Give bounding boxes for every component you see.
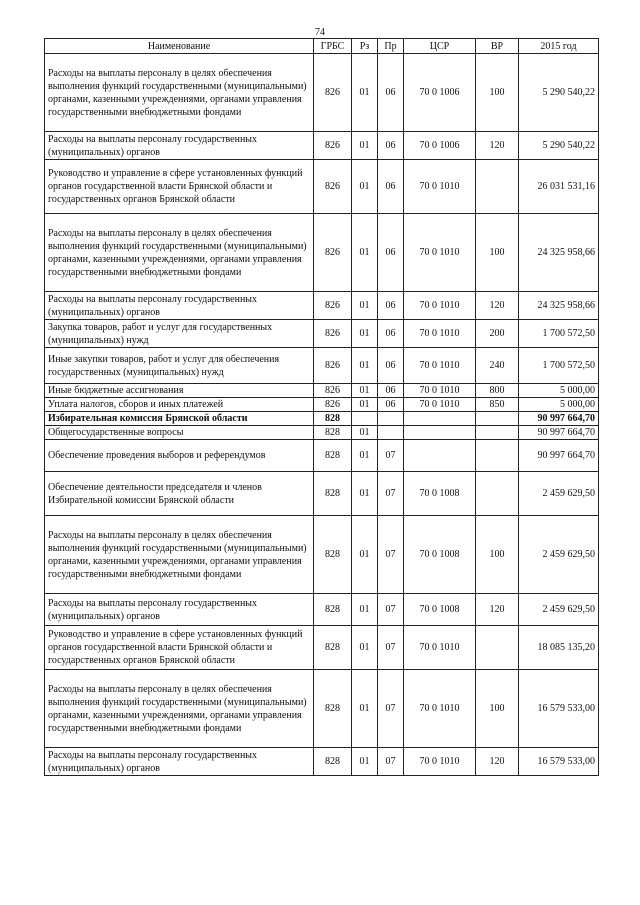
col-header-name: Наименование [45, 39, 314, 54]
table-row [45, 426, 599, 440]
header-row [45, 39, 599, 54]
cell-vr [476, 472, 519, 516]
table-row [45, 626, 599, 670]
cell-vr: 200 [476, 320, 519, 348]
cell-pr: 06 [378, 214, 404, 292]
cell-rz: 01 [352, 292, 378, 320]
cell-csr: 70 0 1010 [404, 320, 476, 348]
cell-grbs: 826 [314, 348, 352, 384]
cell-name: Иные бюджетные ассигнования [45, 384, 314, 398]
cell-csr: 70 0 1008 [404, 516, 476, 594]
cell-vr: 100 [476, 670, 519, 748]
cell-grbs: 828 [314, 670, 352, 748]
cell-grbs: 828 [314, 412, 352, 426]
cell-grbs: 826 [314, 320, 352, 348]
cell-pr: 06 [378, 132, 404, 160]
col-header-vr: ВР [476, 39, 519, 54]
cell-rz: 01 [352, 748, 378, 776]
cell-rz: 01 [352, 398, 378, 412]
cell-amount: 90 997 664,70 [519, 440, 599, 472]
cell-pr: 06 [378, 384, 404, 398]
table-row [45, 398, 599, 412]
cell-vr [476, 412, 519, 426]
cell-vr: 100 [476, 214, 519, 292]
cell-name: Обеспечение проведения выборов и референдумов [45, 440, 314, 472]
cell-grbs: 826 [314, 160, 352, 214]
table-row [45, 214, 599, 292]
cell-vr: 850 [476, 398, 519, 412]
cell-pr: 07 [378, 626, 404, 670]
cell-vr: 120 [476, 594, 519, 626]
cell-rz: 01 [352, 670, 378, 748]
cell-amount: 24 325 958,66 [519, 292, 599, 320]
cell-rz: 01 [352, 348, 378, 384]
cell-rz: 01 [352, 516, 378, 594]
cell-pr: 06 [378, 320, 404, 348]
cell-rz: 01 [352, 440, 378, 472]
table-row [45, 348, 599, 384]
cell-amount: 5 000,00 [519, 398, 599, 412]
cell-pr: 06 [378, 348, 404, 384]
col-header-rz: Рз [352, 39, 378, 54]
cell-amount: 5 290 540,22 [519, 54, 599, 132]
cell-vr: 100 [476, 516, 519, 594]
cell-vr: 120 [476, 132, 519, 160]
cell-vr: 800 [476, 384, 519, 398]
table-row [45, 670, 599, 748]
cell-csr: 70 0 1006 [404, 132, 476, 160]
cell-name: Руководство и управление в сфере установленных функций органов государственной власти Брянской области и государственных органов Брянской области [45, 160, 314, 214]
cell-name: Обеспечение деятельности председателя и членов Избирательной комиссии Брянской области [45, 472, 314, 516]
cell-grbs: 826 [314, 214, 352, 292]
table-row [45, 440, 599, 472]
cell-pr: 06 [378, 398, 404, 412]
cell-name: Закупка товаров, работ и услуг для государственных (муниципальных) нужд [45, 320, 314, 348]
cell-name: Руководство и управление в сфере установленных функций органов государственной власти Брянской области и государственных органов Брянской области [45, 626, 314, 670]
col-header-pr: Пр [378, 39, 404, 54]
cell-amount: 90 997 664,70 [519, 426, 599, 440]
cell-csr: 70 0 1010 [404, 626, 476, 670]
cell-grbs: 828 [314, 516, 352, 594]
cell-csr [404, 412, 476, 426]
cell-grbs: 828 [314, 748, 352, 776]
cell-rz: 01 [352, 384, 378, 398]
cell-grbs: 826 [314, 292, 352, 320]
table-row [45, 292, 599, 320]
cell-pr: 07 [378, 594, 404, 626]
table-row [45, 320, 599, 348]
col-header-grbs: ГРБС [314, 39, 352, 54]
cell-amount: 90 997 664,70 [519, 412, 599, 426]
table-row [45, 748, 599, 776]
cell-vr [476, 440, 519, 472]
cell-name: Расходы на выплаты персоналу в целях обеспечения выполнения функций государственными (муниципальными) органами, казенными учреждениями, органами управления государственными внебюджетными фондами [45, 516, 314, 594]
cell-name: Расходы на выплаты персоналу в целях обеспечения выполнения функций государственными (муниципальными) органами, казенными учреждениями, органами управления государственными внебюджетными фондами [45, 214, 314, 292]
cell-rz: 01 [352, 132, 378, 160]
cell-csr: 70 0 1010 [404, 214, 476, 292]
cell-csr: 70 0 1010 [404, 398, 476, 412]
cell-pr [378, 426, 404, 440]
cell-csr: 70 0 1010 [404, 292, 476, 320]
cell-csr: 70 0 1010 [404, 348, 476, 384]
page-number: 74 [315, 27, 325, 38]
cell-rz: 01 [352, 426, 378, 440]
cell-name: Избирательная комиссия Брянской области [45, 412, 314, 426]
cell-name: Уплата налогов, сборов и иных платежей [45, 398, 314, 412]
cell-rz: 01 [352, 214, 378, 292]
cell-rz: 01 [352, 626, 378, 670]
cell-vr: 240 [476, 348, 519, 384]
cell-pr: 07 [378, 440, 404, 472]
cell-grbs: 826 [314, 384, 352, 398]
table-row [45, 54, 599, 132]
table-row [45, 412, 599, 426]
cell-csr: 70 0 1008 [404, 594, 476, 626]
cell-name: Общегосударственные вопросы [45, 426, 314, 440]
cell-grbs: 826 [314, 398, 352, 412]
cell-amount: 2 459 629,50 [519, 516, 599, 594]
cell-csr: 70 0 1010 [404, 670, 476, 748]
cell-rz [352, 412, 378, 426]
col-header-year: 2015 год [519, 39, 599, 54]
cell-csr: 70 0 1010 [404, 748, 476, 776]
cell-amount: 2 459 629,50 [519, 594, 599, 626]
cell-rz: 01 [352, 320, 378, 348]
cell-amount: 16 579 533,00 [519, 748, 599, 776]
cell-vr [476, 426, 519, 440]
cell-name: Расходы на выплаты персоналу в целях обеспечения выполнения функций государственными (муниципальными) органами, казенными учреждениями, органами управления государственными внебюджетными фондами [45, 670, 314, 748]
cell-vr [476, 160, 519, 214]
cell-grbs: 828 [314, 426, 352, 440]
cell-csr [404, 440, 476, 472]
cell-amount: 5 290 540,22 [519, 132, 599, 160]
cell-amount: 2 459 629,50 [519, 472, 599, 516]
table-row [45, 160, 599, 214]
cell-csr: 70 0 1008 [404, 472, 476, 516]
cell-name: Расходы на выплаты персоналу в целях обеспечения выполнения функций государственными (муниципальными) органами, казенными учреждениями, органами управления государственными внебюджетными фондами [45, 54, 314, 132]
cell-amount: 24 325 958,66 [519, 214, 599, 292]
cell-vr: 120 [476, 292, 519, 320]
cell-rz: 01 [352, 472, 378, 516]
cell-pr [378, 412, 404, 426]
cell-amount: 1 700 572,50 [519, 348, 599, 384]
cell-pr: 06 [378, 160, 404, 214]
cell-amount: 16 579 533,00 [519, 670, 599, 748]
cell-csr [404, 426, 476, 440]
cell-rz: 01 [352, 54, 378, 132]
cell-grbs: 826 [314, 132, 352, 160]
cell-pr: 07 [378, 472, 404, 516]
cell-rz: 01 [352, 160, 378, 214]
cell-pr: 06 [378, 292, 404, 320]
cell-grbs: 828 [314, 440, 352, 472]
table-row [45, 472, 599, 516]
table-row [45, 594, 599, 626]
cell-pr: 07 [378, 516, 404, 594]
cell-amount: 1 700 572,50 [519, 320, 599, 348]
col-header-csr: ЦСР [404, 39, 476, 54]
cell-pr: 07 [378, 670, 404, 748]
cell-name: Расходы на выплаты персоналу государственных (муниципальных) органов [45, 132, 314, 160]
cell-grbs: 828 [314, 626, 352, 670]
cell-name: Расходы на выплаты персоналу государственных (муниципальных) органов [45, 748, 314, 776]
cell-amount: 18 085 135,20 [519, 626, 599, 670]
cell-grbs: 828 [314, 594, 352, 626]
cell-pr: 06 [378, 54, 404, 132]
cell-name: Расходы на выплаты персоналу государственных (муниципальных) органов [45, 594, 314, 626]
cell-pr: 07 [378, 748, 404, 776]
cell-csr: 70 0 1010 [404, 160, 476, 214]
table-row [45, 384, 599, 398]
cell-rz: 01 [352, 594, 378, 626]
cell-name: Иные закупки товаров, работ и услуг для обеспечения государственных (муниципальных) нужд [45, 348, 314, 384]
budget-table [44, 38, 599, 776]
table-row [45, 132, 599, 160]
cell-vr: 100 [476, 54, 519, 132]
cell-csr: 70 0 1006 [404, 54, 476, 132]
table-row [45, 516, 599, 594]
cell-name: Расходы на выплаты персоналу государственных (муниципальных) органов [45, 292, 314, 320]
cell-vr: 120 [476, 748, 519, 776]
cell-grbs: 826 [314, 54, 352, 132]
cell-grbs: 828 [314, 472, 352, 516]
cell-vr [476, 626, 519, 670]
cell-amount: 5 000,00 [519, 384, 599, 398]
cell-amount: 26 031 531,16 [519, 160, 599, 214]
cell-csr: 70 0 1010 [404, 384, 476, 398]
